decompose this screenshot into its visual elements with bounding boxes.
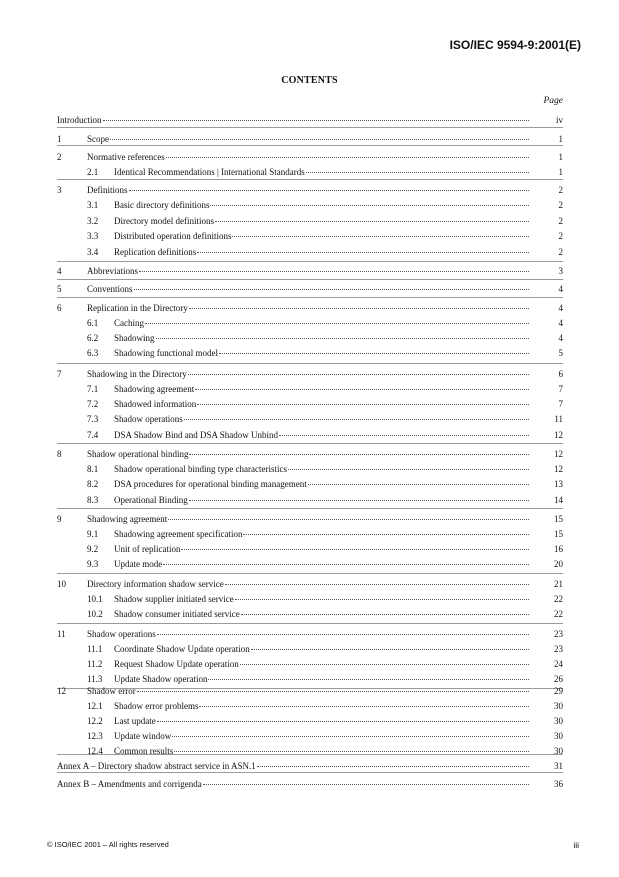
toc-entry-page: 2 [558,231,563,241]
toc-entry-number: 8.2 [87,479,99,489]
toc-entry-page: 23 [554,629,563,639]
toc-entry-page: 30 [554,701,563,711]
group-rule [57,297,563,298]
toc-entry-page: 15 [554,514,563,524]
toc-entry-number: 9.2 [87,544,99,554]
toc-entry-title: DSA procedures for operational binding management [114,479,307,489]
toc-entry-title: Update mode [114,559,163,569]
toc-entry-page: 26 [554,674,563,684]
toc-entry-number: 6.3 [87,348,99,358]
toc-entry-page: 4 [558,284,563,294]
toc-entry-page: 15 [554,529,563,539]
toc-entry-page: 30 [554,746,563,756]
toc-entry-title: Directory information shadow service [87,579,224,589]
dot-leader [219,344,529,354]
toc-entry[interactable] [57,165,563,179]
toc-entry[interactable] [57,699,563,713]
toc-entry-title: Replication in the Directory [87,303,188,313]
toc-entry-page: 3 [558,266,563,276]
toc-entry-page: 31 [554,761,563,771]
dot-leader [137,682,529,692]
toc-entry-title: Caching [114,318,144,328]
toc-entry-page: 24 [554,659,563,669]
dot-leader [232,227,529,237]
document-id: ISO/IEC 9594-9:2001(E) [449,38,581,52]
toc-entry-title: Update window [114,731,172,741]
dot-leader [181,540,529,550]
toc-entry-number: 6 [57,303,62,313]
toc-entry-number: 9.3 [87,559,99,569]
toc-entry[interactable] [57,627,563,641]
toc-entry-page: 4 [558,303,563,313]
toc-entry-page: 4 [558,318,563,328]
group-rule [57,363,563,364]
toc-entry-title: Shadowing in the Directory [87,369,187,379]
toc-entry-title: Directory model definitions [114,216,214,226]
toc-entry-number: 7.4 [87,430,99,440]
dot-leader [139,262,529,272]
dot-leader [251,640,529,650]
toc-entry[interactable] [57,447,563,461]
dot-leader [240,655,529,665]
toc-entry-number: 12.2 [87,716,103,726]
dot-leader [288,460,529,470]
dot-leader [279,426,529,436]
toc-entry-title: Shadow error [87,686,136,696]
dot-leader [184,410,529,420]
toc-entry-title: Conventions [87,284,133,294]
dot-leader [156,329,530,339]
toc-entry[interactable] [57,316,563,330]
toc-entry[interactable] [57,282,563,296]
toc-entry-title: Last update [114,716,156,726]
toc-entry-title: Unit of replication [114,544,181,554]
toc-entry-title: Abbreviations [87,266,138,276]
toc-entry-number: 4 [57,266,62,276]
toc-entry-number: 7.2 [87,399,99,409]
toc-entry-title: Shadowing agreement [114,384,195,394]
toc-entry[interactable] [57,367,563,381]
toc-entry-number: 7.3 [87,414,99,424]
toc-entry-title: Common results [114,746,174,756]
toc-entry-number: 12.1 [87,701,103,711]
dot-leader [308,475,529,485]
dot-leader [197,243,529,253]
dot-leader [241,605,529,615]
toc-entry-title: Introduction [57,115,102,125]
toc-entry-number: 3.2 [87,216,99,226]
toc-entry-page: 13 [554,479,563,489]
dot-leader [197,395,529,405]
toc-entry-title: Shadowing [114,333,155,343]
toc-entry-page: 7 [558,399,563,409]
toc-entry-number: 11 [57,629,66,639]
dot-leader [134,280,529,290]
dot-leader [208,670,529,680]
toc-entry-number: 2.1 [87,167,99,177]
toc-entry[interactable] [57,397,563,411]
toc-entry[interactable] [57,607,563,621]
toc-entry-page: 12 [554,464,563,474]
toc-entry[interactable] [57,777,563,791]
toc-entry[interactable] [57,245,563,259]
toc-entry-title: Operational Binding [114,495,188,505]
toc-entry-number: 1 [57,134,62,144]
toc-entry-number: 12.4 [87,746,103,756]
toc-entry[interactable] [57,229,563,243]
toc-entry[interactable] [57,382,563,396]
dot-leader [210,196,529,206]
dot-leader [157,625,529,635]
page-title: CONTENTS [281,75,338,86]
dot-leader [188,365,529,375]
toc-entry-title: Shadowing agreement [87,514,168,524]
page-number: iii [573,840,579,850]
group-rule [57,443,563,444]
toc-entry-title: DSA Shadow Bind and DSA Shadow Unbind [114,430,279,440]
toc-entry[interactable] [57,150,563,164]
dot-leader [157,712,529,722]
toc-entry-number: 9 [57,514,62,524]
toc-entry[interactable] [57,714,563,728]
dot-leader [145,314,529,324]
toc-entry-page: 12 [554,430,563,440]
toc-entry-title: Shadow operations [87,629,156,639]
toc-entry-page: 30 [554,716,563,726]
toc-entry[interactable] [57,264,563,278]
dot-leader [257,757,529,767]
toc-entry[interactable] [57,592,563,606]
toc-entry-page: 7 [558,384,563,394]
toc-entry-title: Shadow operations [114,414,183,424]
toc-entry-page: 22 [554,594,563,604]
toc-entry-number: 10.2 [87,609,103,619]
toc-entry-page: 1 [558,167,563,177]
toc-entry[interactable] [57,428,563,442]
toc-entry[interactable] [57,462,563,476]
dot-leader [235,590,529,600]
dot-leader [174,742,529,752]
toc-entry-number: 3.3 [87,231,99,241]
toc-entry[interactable] [57,132,563,146]
toc-entry-page: 14 [554,495,563,505]
toc-entry-page: 4 [558,333,563,343]
toc-entry-number: 10.1 [87,594,103,604]
toc-entry-page: 1 [558,134,563,144]
toc-entry-page: 16 [554,544,563,554]
group-rule [57,573,563,574]
toc-entry[interactable] [57,301,563,315]
dot-leader [215,212,529,222]
toc-entry-page: 36 [554,779,563,789]
toc-entry[interactable] [57,493,563,507]
toc-entry[interactable] [57,477,563,491]
toc-entry-title: Shadowed information [114,399,197,409]
toc-entry-number: 11.3 [87,674,103,684]
toc-entry-page: 22 [554,609,563,619]
toc-entry-number: 8.3 [87,495,99,505]
dot-leader [189,299,529,309]
toc-entry[interactable] [57,331,563,345]
dot-leader [203,775,529,785]
toc-entry-title: Update Shadow operation [114,674,208,684]
toc-entry-title: Basic directory definitions [114,200,210,210]
toc-entry-title: Normative references [87,152,165,162]
toc-entry-title: Shadowing agreement specification [114,529,243,539]
toc-entry-title: Shadow supplier initiated service [114,594,234,604]
dot-leader [225,575,529,585]
dot-leader [189,491,529,501]
toc-entry-number: 7 [57,369,62,379]
toc-entry-number: 3 [57,185,62,195]
toc-entry[interactable] [57,412,563,426]
toc-entry-number: 10 [57,579,66,589]
toc-entry-title: Annex B – Amendments and corrigenda [57,779,202,789]
toc-entry-number: 11.2 [87,659,103,669]
toc-entry[interactable] [57,577,563,591]
toc-entry-number: 3.4 [87,247,99,257]
dot-leader [168,510,529,520]
toc-entry-number: 12.3 [87,731,103,741]
toc-entry[interactable] [57,684,563,698]
toc-entry-title: Shadow consumer initiated service [114,609,240,619]
toc-entry[interactable] [57,642,563,656]
toc-entry-title: Replication definitions [114,247,197,257]
toc-entry[interactable] [57,542,563,556]
toc-entry[interactable] [57,346,563,360]
toc-entry-title: Shadow error problems [114,701,199,711]
group-rule [57,179,563,180]
dot-leader [199,697,529,707]
group-rule [57,127,563,128]
toc-entry-number: 5 [57,284,62,294]
toc-entry-page: 12 [554,449,563,459]
toc-entry-page: iv [555,115,563,125]
toc-entry-number: 12 [57,686,66,696]
toc-entry-page: 23 [554,644,563,654]
toc-entry-page: 5 [558,348,563,358]
toc-entry-title: Request Shadow Update operation [114,659,239,669]
dot-leader [110,130,529,140]
toc-entry[interactable] [57,198,563,212]
toc-entry-title: Coordinate Shadow Update operation [114,644,250,654]
toc-entry[interactable] [57,744,563,758]
toc-entry-page: 21 [554,579,563,589]
page-column-label: Page [543,96,563,106]
toc-entry-number: 7.1 [87,384,99,394]
toc-entry-page: 2 [558,216,563,226]
toc-entry-page: 2 [558,200,563,210]
toc-entry-number: 8.1 [87,464,99,474]
toc-entry-title: Shadow operational binding [87,449,189,459]
toc-entry[interactable] [57,527,563,541]
dot-leader [163,555,529,565]
group-rule [57,623,563,624]
toc-entry-number: 3.1 [87,200,99,210]
group-rule [57,508,563,509]
toc-entry-title: Distributed operation definitions [114,231,232,241]
toc-entry[interactable] [57,657,563,671]
toc-entry-number: 8 [57,449,62,459]
toc-entry[interactable] [57,759,563,773]
toc-entry-number: 6.1 [87,318,99,328]
dot-leader [189,445,529,455]
toc-entry-page: 2 [558,247,563,257]
dot-leader [243,525,529,535]
dot-leader [306,163,529,173]
toc-entry[interactable] [57,214,563,228]
dot-leader [103,111,530,121]
toc-entry-title: Shadowing functional model [114,348,218,358]
toc-entry-page: 29 [554,686,563,696]
toc-entry-page: 1 [558,152,563,162]
toc-entry-title: Definitions [87,185,128,195]
toc-entry-number: 6.2 [87,333,99,343]
toc-entry[interactable] [57,512,563,526]
toc-entry-page: 2 [558,185,563,195]
toc-entry-page: 11 [554,414,563,424]
toc-entry[interactable] [57,729,563,743]
toc-entry-page: 30 [554,731,563,741]
dot-leader [195,380,529,390]
toc-entry-title: Scope [87,134,109,144]
toc-entry-number: 9.1 [87,529,99,539]
toc-entry-page: 20 [554,559,563,569]
toc-entry-number: 2 [57,152,62,162]
toc-entry-page: 6 [558,369,563,379]
dot-leader [166,148,529,158]
toc-entry[interactable] [57,557,563,571]
toc-entry-number: 11.1 [87,644,103,654]
toc-entry-title: Annex A – Directory shadow abstract service in ASN.1 [57,761,256,771]
copyright-notice: © ISO/IEC 2001 – All rights reserved [47,840,169,849]
toc-entry[interactable] [57,113,563,127]
toc-entry-title: Identical Recommendations | International Standards [114,167,305,177]
toc-entry[interactable] [57,183,563,197]
dot-leader [129,181,530,191]
toc-entry-title: Shadow operational binding type characteristics [114,464,287,474]
dot-leader [172,727,529,737]
